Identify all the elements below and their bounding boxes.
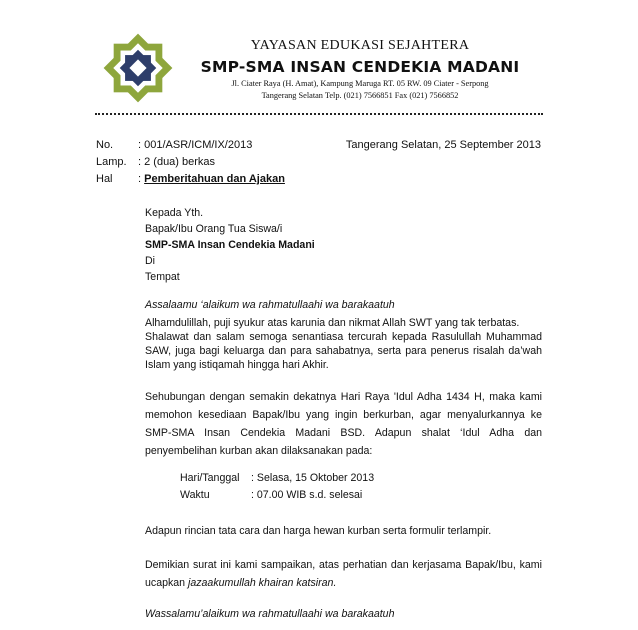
paragraph-4-line: Demikian surat ini kami sampaikan, atas perhatian dan kerjasama Bapak/Ibu, kami bbox=[145, 559, 542, 571]
number-label: No. bbox=[96, 139, 114, 151]
school-contact: Tangerang Selatan Telp. (021) 7566851 Fax (021) 7566852 bbox=[261, 91, 459, 100]
recipient-line-5: Tempat bbox=[145, 271, 180, 283]
school-address: Jl. Ciater Raya (H. Amat), Kampung Maruga RT. 05 RW. 09 Ciater - Serpong bbox=[231, 79, 489, 88]
school-name: SMP-SMA INSAN CENDEKIA MADANI bbox=[200, 58, 520, 76]
foundation-name: YAYASAN EDUKASI SEJAHTERA bbox=[250, 38, 470, 53]
schedule-date-label: Hari/Tanggal bbox=[180, 472, 240, 484]
closing-greeting: Wassalamu’alaikum wa rahmatullaahi wa barakaatuh bbox=[145, 608, 395, 620]
paragraph-1-line: SAW, juga bagi keluarga dan para sahabatnya, serta para penerus risalah da’wah bbox=[145, 345, 542, 357]
paragraph-2-line: memohon kesediaan Bapak/Ibu yang ingin berkurban, agar menyalurkannya ke bbox=[145, 409, 542, 421]
paragraph-2-line: penyembelihan kurban akan dilaksanakan pada: bbox=[145, 445, 373, 457]
number-value: : 001/ASR/ICM/IX/2013 bbox=[138, 139, 253, 151]
paragraph-4-italic: jazaakumullah khairan katsiran. bbox=[188, 577, 337, 589]
paragraph-1 bbox=[145, 316, 542, 372]
paragraph-2-line: Sehubungan dengan semakin dekatnya Hari Raya 'Idul Adha 1434 H, maka kami bbox=[145, 391, 542, 403]
letterhead bbox=[190, 38, 530, 101]
schedule-time-value: : 07.00 WIB s.d. selesai bbox=[251, 489, 363, 501]
recipient-line-1: Kepada Yth. bbox=[145, 207, 204, 219]
recipient-line-2: Bapak/Ibu Orang Tua Siswa/i bbox=[145, 223, 283, 235]
subject-value: : Pemberitahuan dan Ajakan bbox=[138, 173, 285, 185]
paragraph-1-line: Alhamdulillah, puji syukur atas karunia dan nikmat Allah SWT yang tak terbatas. bbox=[145, 317, 520, 329]
school-logo bbox=[100, 30, 176, 106]
recipient-line-3: SMP-SMA Insan Cendekia Madani bbox=[145, 239, 315, 251]
paragraph-3: Adapun rincian tata cara dan harga hewan kurban serta formulir terlampir. bbox=[145, 525, 492, 537]
paragraph-1-line: Islam yang istiqamah hingga hari Akhir. bbox=[145, 359, 329, 371]
paragraph-2-line: SMP-SMA Insan Cendekia Madani BSD. Adapun shalat ‘Idul Adha dan bbox=[145, 427, 542, 439]
subject-text: Pemberitahuan dan Ajakan bbox=[144, 173, 285, 185]
paragraph-4-prefix: ucapkan bbox=[145, 577, 188, 589]
paragraph-2 bbox=[145, 388, 542, 460]
paragraph-4-line bbox=[145, 574, 542, 592]
attachment-value: : 2 (dua) berkas bbox=[138, 156, 216, 168]
paragraph-4 bbox=[145, 556, 542, 592]
attachment-label: Lamp. bbox=[96, 156, 127, 168]
header-divider bbox=[95, 113, 543, 115]
subject-label: Hal bbox=[96, 173, 113, 185]
greeting: Assalaamu ‘alaikum wa rahmatullaahi wa barakaatuh bbox=[145, 299, 395, 311]
paragraph-1-line: Shalawat dan salam semoga senantiasa tercurah kepada Rasulullah Muhammad bbox=[145, 331, 542, 343]
schedule-date-value: : Selasa, 15 Oktober 2013 bbox=[251, 472, 375, 484]
recipient-line-4: Di bbox=[145, 255, 156, 267]
schedule-time-label: Waktu bbox=[180, 489, 210, 501]
logo-core bbox=[120, 50, 157, 87]
letter-date: Tangerang Selatan, 25 September 2013 bbox=[345, 139, 541, 151]
